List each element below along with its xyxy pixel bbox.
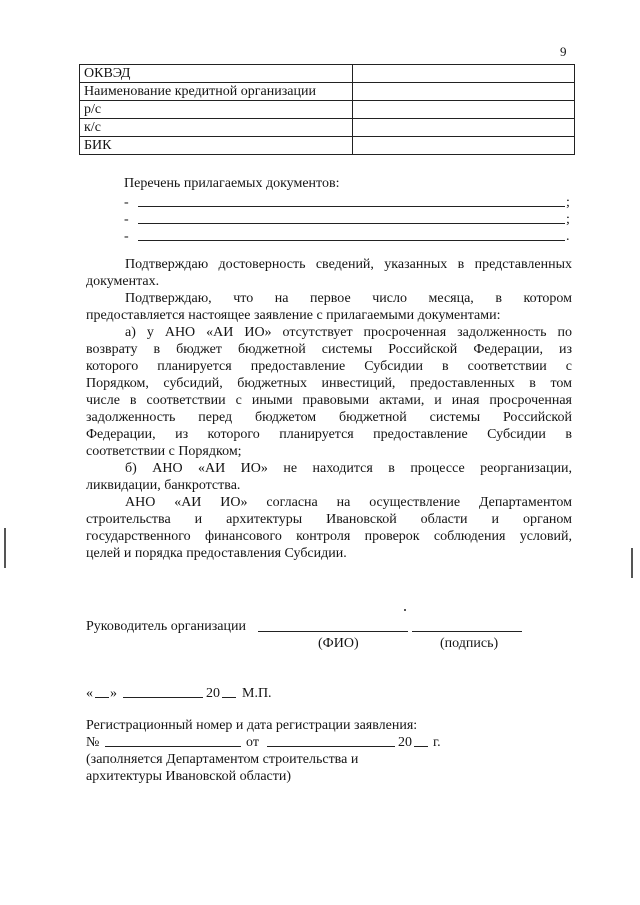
reg-date-blank <box>267 746 395 747</box>
scan-edge-mark <box>4 528 6 568</box>
year-blank <box>222 697 236 698</box>
scan-speck <box>404 609 406 611</box>
fio-line <box>258 631 408 632</box>
table-cell-value <box>353 83 575 101</box>
paragraph-line: Подтверждаю, что на первое число месяца, в котором <box>125 291 572 306</box>
table-row <box>80 65 575 83</box>
table-row <box>80 101 575 119</box>
paragraph-line: возврату в бюджет бюджетной системы Российской Федерации, из <box>86 342 572 357</box>
registration-title: Регистрационный номер и дата регистрации заявления: <box>86 718 418 733</box>
attachment-dash: - <box>124 229 129 244</box>
signature-label: Руководитель организации <box>86 619 246 634</box>
paragraph-line: строительства и архитектуры Ивановской области и органом <box>86 512 572 527</box>
day-blank <box>95 697 109 698</box>
from-word: от <box>246 735 259 750</box>
paragraph-line: Федерации, из которого планируется предоставление Субсидии в <box>86 427 572 442</box>
attachment-line <box>124 211 574 228</box>
date-quote-close: » <box>110 686 117 701</box>
table-cell-label: БИК <box>80 137 353 155</box>
attachment-rule <box>138 223 565 224</box>
attachments-title: Перечень прилагаемых документов: <box>124 176 340 191</box>
attachment-end: ; <box>566 195 570 210</box>
paragraph-line: Подтверждаю достоверность сведений, указанных в представленных <box>125 257 572 272</box>
reg-year-blank <box>414 746 428 747</box>
date-line <box>86 685 406 702</box>
table-row <box>80 119 575 137</box>
paragraph-line: документах. <box>86 274 160 289</box>
page-number: 9 <box>560 44 567 59</box>
paragraph-line: числе в соответствии с иными правовыми актами, и иная просроченная <box>86 393 572 408</box>
table-row <box>80 137 575 155</box>
stamp-place: М.П. <box>242 686 272 701</box>
paragraph-line: Порядком, субсидий, бюджетных инвестиций, предоставленных в том <box>86 376 572 391</box>
paragraph-line: государственного финансового контроля проверок соблюдения условий, <box>86 529 572 544</box>
paragraph-line: АНО «АИ ИО» согласна на осуществление Департаментом <box>125 495 572 510</box>
table-cell-value <box>353 119 575 137</box>
bank-details-table <box>79 64 575 155</box>
attachment-rule <box>138 240 565 241</box>
table-cell-label: к/с <box>80 119 353 137</box>
year-prefix: 20 <box>206 686 220 701</box>
month-blank <box>123 697 203 698</box>
number-sign: № <box>86 735 100 750</box>
paragraph-line: а) у АНО «АИ ИО» отсутствует просроченная задолженность по <box>125 325 572 340</box>
registration-note-line: (заполняется Департаментом строительства и <box>86 752 359 767</box>
paragraph-line: б) АНО «АИ ИО» не находится в процессе реорганизации, <box>125 461 572 476</box>
paragraph-line: целей и порядка предоставления Субсидии. <box>86 546 347 561</box>
table-cell-label: ОКВЭД <box>80 65 353 83</box>
paragraph-line: соответствии с Порядком; <box>86 444 242 459</box>
paragraph-line: ликвидации, банкротства. <box>86 478 241 493</box>
table-cell-label: Наименование кредитной организации <box>80 83 353 101</box>
attachment-rule <box>138 206 565 207</box>
fio-caption: (ФИО) <box>318 636 359 651</box>
signature-caption: (подпись) <box>440 636 499 651</box>
registration-line <box>86 734 486 751</box>
table-row <box>80 83 575 101</box>
reg-number-blank <box>105 746 241 747</box>
reg-year-prefix: 20 <box>398 735 412 750</box>
registration-note-line: архитектуры Ивановской области) <box>86 769 292 784</box>
attachment-line <box>124 228 574 245</box>
paragraph-line: предоставляется настоящее заявление с прилагаемыми документами: <box>86 308 501 323</box>
paragraph-line: задолженность перед бюджетом бюджетной системы Российской <box>86 410 572 425</box>
attachment-line <box>124 194 574 211</box>
reg-year-suffix: г. <box>433 735 441 750</box>
signature-line <box>412 631 522 632</box>
table-cell-value <box>353 137 575 155</box>
confirmation-section <box>86 256 572 562</box>
attachment-dash: - <box>124 195 129 210</box>
attachment-end: . <box>566 229 570 244</box>
table-cell-value <box>353 101 575 119</box>
table-cell-value <box>353 65 575 83</box>
attachment-dash: - <box>124 212 129 227</box>
paragraph-line: которого планируется предоставление Субсидии в соответствии с <box>86 359 572 374</box>
table-cell-label: р/с <box>80 101 353 119</box>
scan-edge-mark <box>631 548 633 578</box>
date-quote-open: « <box>86 686 93 701</box>
attachment-end: ; <box>566 212 570 227</box>
